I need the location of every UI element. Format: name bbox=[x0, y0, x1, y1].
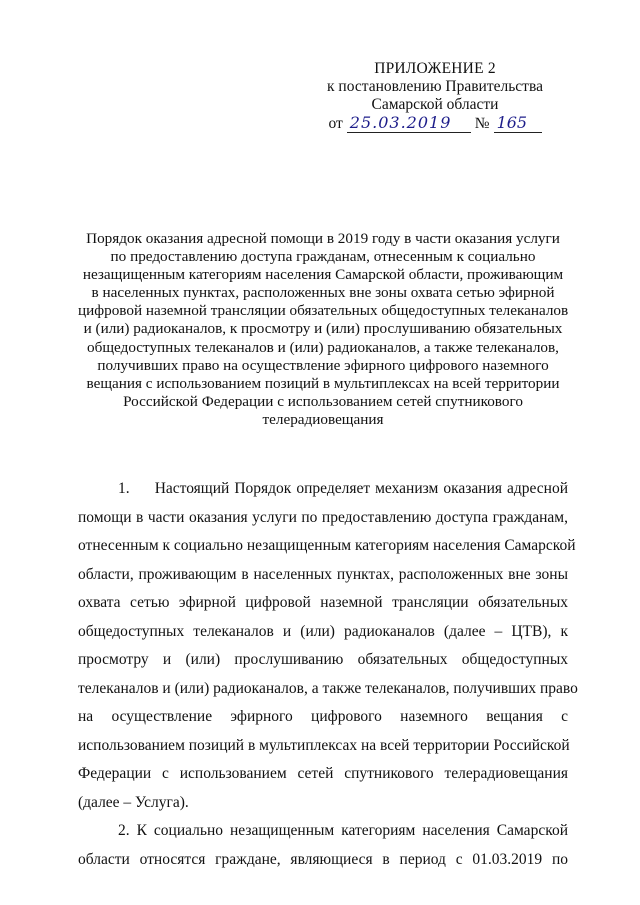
title-line: и (или) радиоканалов, к просмотру и (или) прослушиванию обязательных bbox=[83, 320, 563, 338]
title-line: в населенных пунктах, расположенных вне зоны охвата сетью эфирной bbox=[91, 284, 555, 302]
date-prefix: от bbox=[328, 115, 343, 132]
paragraph-1-text-start: Настоящий Порядок определяет механизм оказания адресной bbox=[154, 480, 569, 497]
title-line: Порядок оказания адресной помощи в 2019 году в части оказания услуги bbox=[86, 230, 560, 247]
appendix-line-1: к постановлению Правительства bbox=[327, 78, 543, 95]
paragraph-1-last-line: (далее – Услуга). bbox=[78, 793, 189, 811]
appendix-date-row bbox=[310, 114, 560, 133]
paragraph-1-first-line bbox=[78, 479, 568, 508]
paragraph-1-line: охвата сетью эфирной цифровой наземной трансляции обязательных bbox=[78, 594, 568, 611]
paragraph-1-line: телеканалов и (или) радиоканалов, а также телеканалов, получивших право bbox=[78, 679, 578, 697]
paragraph-2-line: области относятся граждане, являющиеся в период с 01.03.2019 по bbox=[78, 850, 568, 868]
paragraph-1-line: Федерации с использованием сетей спутникового телерадиовещания bbox=[78, 765, 568, 782]
paragraph-1-line: области, проживающим в населенных пунктах, расположенных вне зоны bbox=[78, 565, 568, 583]
paragraph-2-first-line: 2. К социально незащищенным категориям населения Самарской bbox=[118, 822, 568, 839]
title-line: незащищенным категориям населения Самарской области, проживающим bbox=[82, 266, 564, 284]
handwritten-date: 25.03.2019 bbox=[347, 114, 471, 133]
appendix-line-2: Самарской области bbox=[371, 96, 499, 113]
document-body bbox=[78, 479, 578, 878]
title-line: по предоставлению доступа гражданам, отнесенным к социально bbox=[110, 248, 536, 266]
paragraph-1-line: просмотру и (или) прослушиванию обязательных общедоступных bbox=[78, 651, 568, 668]
title-line: Российской Федерации с использованием сетей спутникового bbox=[123, 392, 523, 410]
paragraph-1-line: на осуществление эфирного цифрового наземного вещания с bbox=[78, 708, 568, 725]
title-line: цифровой наземной трансляции обязательных общедоступных телеканалов bbox=[78, 302, 569, 320]
number-prefix: № bbox=[474, 115, 490, 132]
appendix-header bbox=[310, 60, 560, 133]
title-line: получивших право на осуществление эфирного цифрового наземного bbox=[97, 356, 549, 374]
paragraph-1-line: использованием позиций в мультиплексах на всей территории Российской bbox=[78, 736, 570, 754]
appendix-title: ПРИЛОЖЕНИЕ 2 bbox=[374, 60, 496, 77]
handwritten-number: 165 bbox=[494, 114, 542, 133]
paragraph-1-line: отнесенным к социально незащищенным категориям населения Самарской bbox=[78, 537, 576, 554]
title-line: телерадиовещания bbox=[262, 410, 384, 428]
title-line: вещания с использованием позиций в мультиплексах на всей территории bbox=[86, 374, 560, 392]
title-line: общедоступных телеканалов и (или) радиоканалов, а также телеканалов, bbox=[87, 338, 559, 356]
paragraph-1-line: общедоступных телеканалов и (или) радиоканалов (далее – ЦТВ), к bbox=[78, 622, 568, 640]
paragraph-1-number: 1. bbox=[118, 480, 130, 497]
paragraph-1-line: помощи в части оказания услуги по предоставлению доступа гражданам, bbox=[78, 508, 568, 526]
document-title bbox=[78, 230, 568, 429]
